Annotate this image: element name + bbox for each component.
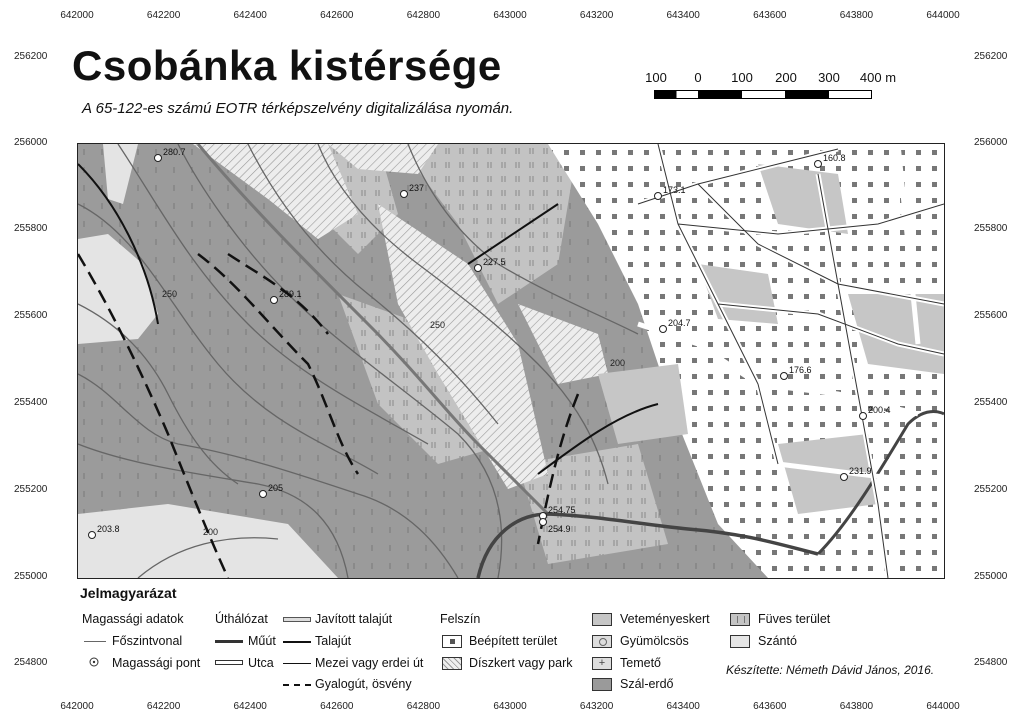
x-coord-top: 644000 [926,10,960,21]
y-coord-left: 256200 [14,51,48,62]
x-coord-top: 643800 [839,10,874,21]
x-coord-bottom: 642200 [146,701,181,712]
y-coord-left: 255600 [14,310,48,321]
y-coord-right: 255000 [974,571,1008,582]
park-symbol [442,657,462,670]
y-coord-left: 255400 [14,397,48,408]
y-coord-right: 255400 [974,397,1008,408]
contour-label: 200 [203,527,219,537]
legend-javitott: Javított talajút [315,612,393,626]
contour-line-symbol [84,641,106,642]
scale-label: 200 [775,70,797,85]
x-coord-bottom: 644000 [926,701,960,712]
grassland-symbol [730,613,750,626]
contour-label: 250 [162,289,178,299]
legend-temeto: Temető [620,656,661,670]
x-coord-bottom: 643000 [493,701,527,712]
spot-height-label: 289.1 [279,289,302,299]
spot-height-point [841,474,848,481]
street-symbol [215,660,243,665]
scale-bar [654,90,874,100]
spot-height-point [155,155,162,162]
map-subtitle: A 65-122-es számú EOTR térképszelvény digitalizálása nyomán. [82,100,514,117]
legend-group-elevation: Magassági adatok [82,612,184,626]
spot-height-label: 237 [409,183,425,193]
scale-label: 400 m [859,70,897,85]
spot-height-label: 160.8 [823,153,846,163]
y-coord-left: 255000 [14,571,48,582]
legend-vetemenyes: Veteményeskert [620,612,710,626]
spot-height-point [89,532,96,539]
spot-height-label: 205 [268,483,284,493]
x-coord-top: 643200 [579,10,614,21]
spot-height-label: 204.7 [668,318,691,328]
legend-utca: Utca [248,656,274,670]
dirt-road-symbol [283,641,311,643]
x-coord-top: 642200 [146,10,181,21]
x-coord-bottom: 643200 [579,701,614,712]
forest-symbol [592,678,612,691]
spot-height-point [475,265,482,272]
x-coord-bottom: 642800 [406,701,441,712]
legend-diszkert: Díszkert vagy park [469,656,573,670]
map-title: Csobánka kistérsége [72,42,502,89]
arable-symbol [730,635,750,648]
spot-height-point [401,191,408,198]
spot-height-label: 280.7 [163,147,186,157]
contour-label: 250 [430,320,446,330]
scale-label: 0 [694,70,702,85]
scale-label: 100 [645,70,667,85]
legend-magassagi-pont: Magassági pont [112,656,201,670]
improved-road-symbol [283,617,311,622]
x-coord-top: 642400 [233,10,267,21]
vegetable-garden-symbol [592,613,612,626]
built-up-symbol [442,635,462,648]
spot-height-point [815,161,822,168]
y-coord-right: 256000 [974,137,1008,148]
map-credit: Készítette: Németh Dávid János, 2016. [726,663,935,677]
legend-group-roads: Úthálózat [215,612,268,626]
spot-height-point [655,193,662,200]
legend-beepitett: Beépített terület [469,634,558,648]
spot-height-label: 231.9 [849,466,872,476]
x-coord-top: 643600 [753,10,787,21]
legend-talajut: Talajút [315,634,352,648]
spot-height-label: 254.9 [548,524,571,534]
y-coord-right: 255200 [974,484,1008,495]
x-coord-top: 642600 [320,10,354,21]
map-canvas [78,144,944,578]
x-coord-bottom: 643400 [666,701,700,712]
legend-gyalogut: Gyalogút, ösvény [315,677,412,691]
x-coord-bottom: 642000 [60,701,94,712]
x-coord-top: 643000 [493,10,527,21]
y-coord-left: 255200 [14,484,48,495]
spot-height-point [540,519,547,526]
x-coord-bottom: 643800 [839,701,874,712]
x-coord-bottom: 642600 [320,701,354,712]
spot-height-label: 176.6 [789,365,812,375]
legend-muut: Műút [248,634,276,648]
paved-road-symbol [215,640,243,643]
legend-szanto: Szántó [758,634,797,648]
contour-label: 200 [610,358,626,368]
y-coord-left: 254800 [14,657,48,668]
x-coord-bottom: 643600 [753,701,787,712]
scale-label: 300 [818,70,840,85]
y-coord-right: 256200 [974,51,1008,62]
x-coord-bottom: 642400 [233,701,267,712]
spot-height-label: 173.1 [663,185,686,195]
spot-height-label: 254.75 [548,505,576,515]
y-coord-right: 254800 [974,657,1008,668]
spot-height-symbol [88,656,100,668]
spot-height-point [271,297,278,304]
legend-title: Jelmagyarázat [80,585,177,601]
x-coord-top: 642800 [406,10,441,21]
spot-height-label: 227.5 [483,257,506,267]
orchard-symbol [592,635,612,648]
legend-foszintvonal: Főszintvonal [112,634,183,648]
footpath-symbol [283,684,311,686]
y-coord-right: 255800 [974,223,1008,234]
field-road-symbol [283,663,311,664]
legend-gyumolcsos: Gyümölcsös [620,634,689,648]
cemetery-symbol: + [592,657,612,670]
spot-height-point [660,326,667,333]
spot-height-label: 203.8 [97,524,120,534]
x-coord-top: 643400 [666,10,700,21]
legend-group-surface: Felszín [440,612,481,626]
spot-height-label: 200.4 [868,405,891,415]
scale-label: 100 [731,70,753,85]
x-coord-top: 642000 [60,10,94,21]
legend-szal-erdo: Szál-erdő [620,677,674,691]
y-coord-left: 256000 [14,137,48,148]
legend-fuves: Füves terület [758,612,831,626]
legend-mezei: Mezei vagy erdei út [315,656,424,670]
map-frame[interactable] [77,143,945,579]
y-coord-right: 255600 [974,310,1008,321]
spot-height-point [781,373,788,380]
spot-height-point [860,413,867,420]
spot-height-point [260,491,267,498]
y-coord-left: 255800 [14,223,48,234]
